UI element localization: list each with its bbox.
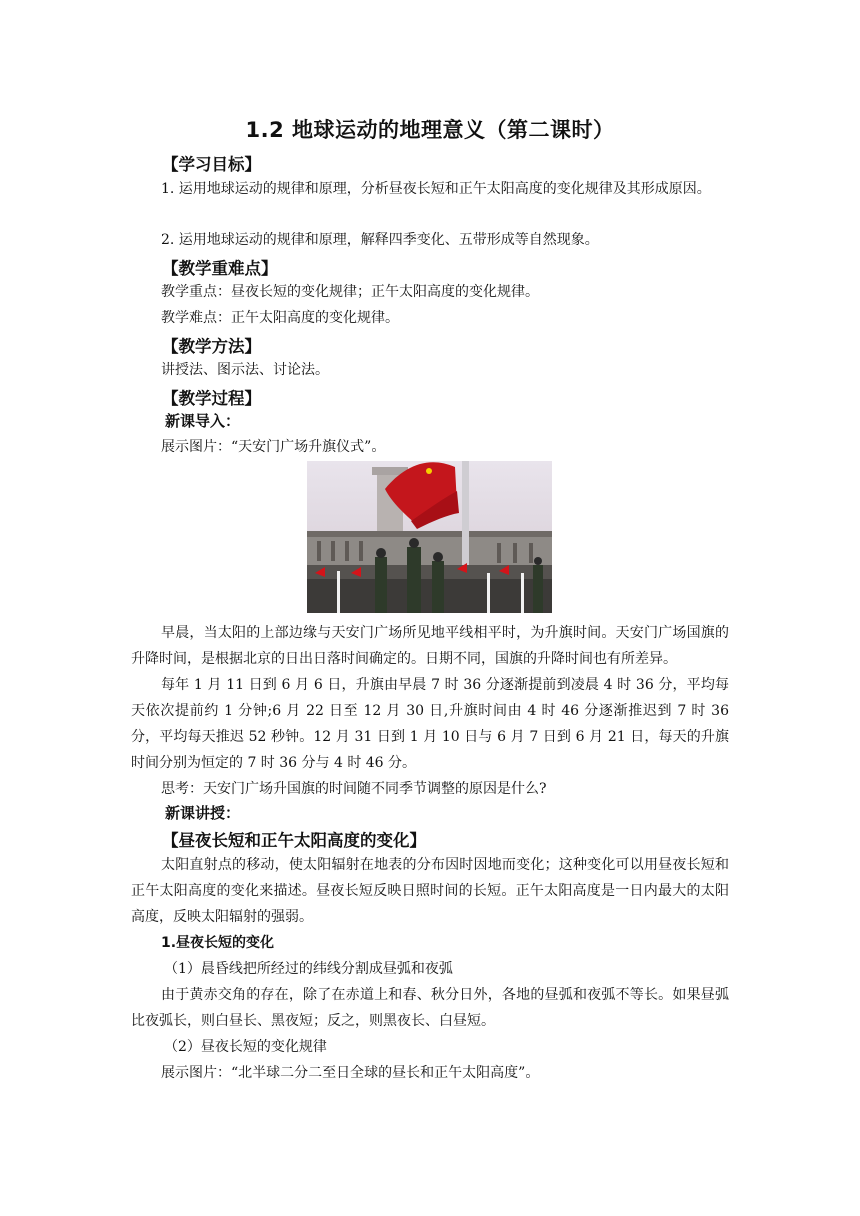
key-point-difficulty: 教学难点：正午太阳高度的变化规律。 [161, 310, 399, 326]
section-methods: 【教学方法】 [162, 337, 261, 356]
key-point-focus: 教学重点：昼夜长短的变化规律；正午太阳高度的变化规律。 [161, 284, 539, 300]
objective-1: 1. 运用地球运动的规律和原理，分析昼夜长短和正午太阳高度的变化规律及其形成原因。 [161, 181, 711, 197]
lecture-paragraph: 太阳直射点的移动，使太阳辐射在地表的分布因时因地而变化；这种变化可以用昼夜长短和正午太阳高度的变化来描述。昼夜长短反映日照时间的长短。正午太阳高度是一日内最大的太阳高度，反映太阳辐射的强弱。 [131, 857, 729, 925]
item-2-heading: （2）昼夜长短的变化规律 [164, 1039, 327, 1055]
item-1-heading: （1）晨昏线把所经过的纬线分割成昼弧和夜弧 [164, 961, 453, 977]
page-title: 1.2 地球运动的地理意义（第二课时） [245, 118, 615, 142]
intro-think: 思考：天安门广场升国旗的时间随不同季节调整的原因是什么? [161, 781, 547, 797]
lecture-show-image: 展示图片：“北半球二分二至日全球的昼长和正午太阳高度”。 [161, 1065, 540, 1081]
item-1-text: 由于黄赤交角的存在，除了在赤道上和春、秋分日外，各地的昼弧和夜弧不等长。如果昼弧比夜弧长，则白昼长、黑夜短；反之，则黑夜长、白昼短。 [131, 987, 729, 1029]
section-key-points: 【教学重难点】 [162, 259, 278, 278]
intro-heading: 新课导入： [165, 412, 241, 430]
subsection-1: 1.昼夜长短的变化 [161, 935, 275, 951]
lecture-heading: 新课讲授： [165, 804, 241, 822]
methods-text: 讲授法、图示法、讨论法。 [161, 362, 329, 378]
section-process: 【教学过程】 [162, 389, 261, 408]
flag-raising-photo [307, 461, 552, 613]
intro-paragraph-1: 早晨，当太阳的上部边缘与天安门广场所见地平线相平时，为升旗时间。天安门广场国旗的升降时间，是根据北京的日出日落时间确定的。日期不同，国旗的升降时间也有所差异。 [131, 625, 729, 667]
intro-paragraph-2: 每年 1 月 11 日到 6 月 6 日，升旗由早晨 7 时 36 分逐渐提前到凌晨 4 时 36 分，平均每天依次提前约 1 分钟;6 月 22 日至 12 月 30 日,升旗时间由 4 时 46 分逐渐推迟到 7 时 36 分，平均每天推迟 52 秒钟。12 月 31 日到 1 月 10 日与 6 月 7 日到 6 月 21 日，每天的升旗时间分别为恒定的 7 时 36 分与 4 时 46 分。 [131, 677, 729, 771]
section-daynight: 【昼夜长短和正午太阳高度的变化】 [162, 831, 426, 850]
section-objectives: 【学习目标】 [162, 155, 261, 174]
intro-show-image: 展示图片：“天安门广场升旗仪式”。 [161, 439, 386, 455]
objective-2: 2. 运用地球运动的规律和原理，解释四季变化、五带形成等自然现象。 [161, 232, 599, 248]
